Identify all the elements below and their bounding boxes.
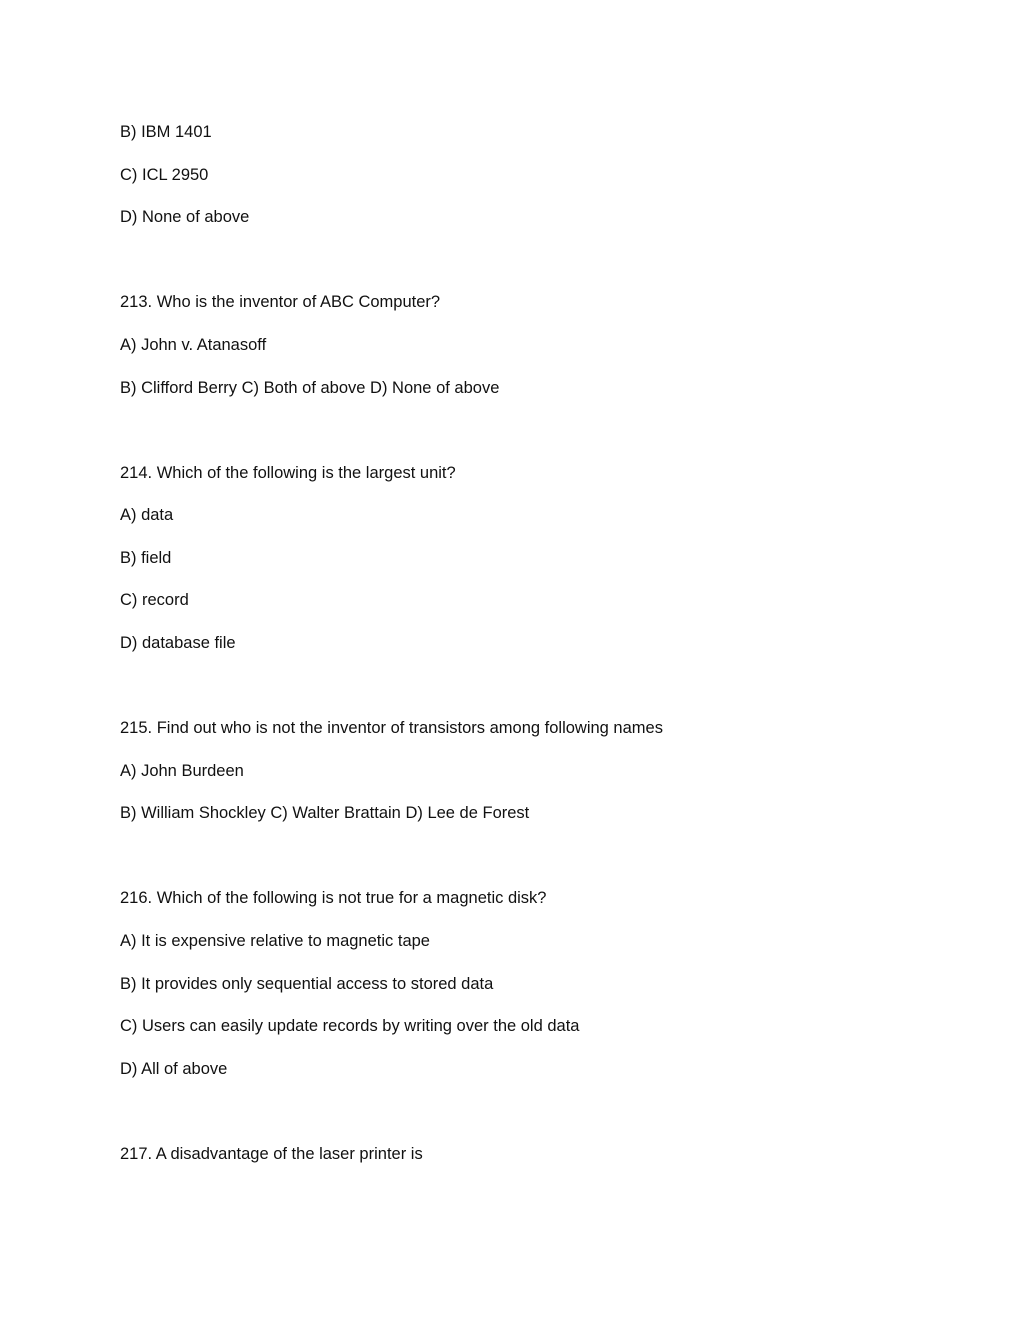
option-line: A) John Burdeen <box>120 762 244 780</box>
question-line: 214. Which of the following is the largest unit? <box>120 464 456 482</box>
option-line: B) Clifford Berry C) Both of above D) None of above <box>120 379 500 397</box>
option-line: B) It provides only sequential access to stored data <box>120 975 494 993</box>
question-line: 216. Which of the following is not true for a magnetic disk? <box>120 889 547 907</box>
option-line: D) None of above <box>120 208 250 226</box>
option-line: A) John v. Atanasoff <box>120 336 267 354</box>
question-line: 217. A disadvantage of the laser printer is <box>120 1145 423 1163</box>
option-line: B) William Shockley C) Walter Brattain D) Lee de Forest <box>120 804 530 822</box>
option-line: A) It is expensive relative to magnetic tape <box>120 932 430 950</box>
option-line: D) All of above <box>120 1060 228 1078</box>
option-line: B) field <box>120 549 172 567</box>
option-line: C) Users can easily update records by writing over the old data <box>120 1017 580 1035</box>
question-line: 215. Find out who is not the inventor of transistors among following names <box>120 719 663 737</box>
option-line: C) record <box>120 591 189 609</box>
option-line: A) data <box>120 506 174 524</box>
option-line: C) ICL 2950 <box>120 166 209 184</box>
question-line: 213. Who is the inventor of ABC Computer? <box>120 293 441 311</box>
option-line: B) IBM 1401 <box>120 123 212 141</box>
option-line: D) database file <box>120 634 236 652</box>
